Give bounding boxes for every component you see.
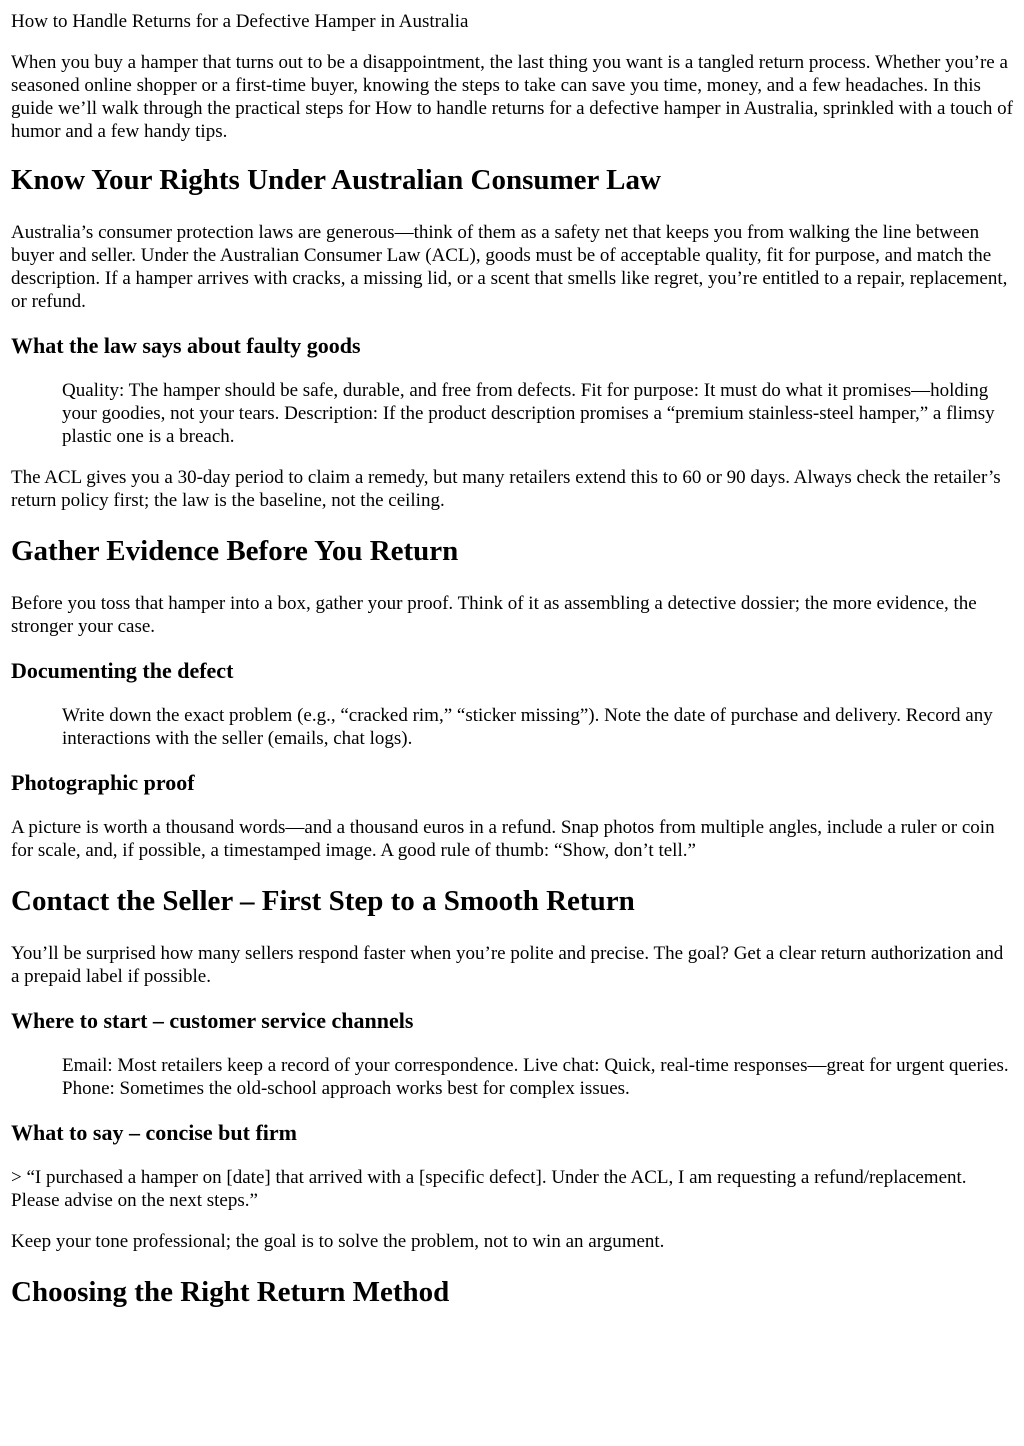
script-paragraph: > “I purchased a hamper on [date] that arrived with a [specific defect]. Under the ACL, I am requesting a refund/replacement. Please advise on the next steps.” — [11, 1167, 967, 1211]
faulty-goods-blockquote: Quality: The hamper should be safe, durable, and free from defects. Fit for purpose: It must do what it promises—holding your goodies, not your tears. Description: If the product description promises a “premium stainless-steel hamper,” a flimsy plastic one is a breach. — [62, 380, 995, 447]
subheading-documenting-defect: Documenting the defect — [11, 658, 234, 683]
section-heading-return-method: Choosing the Right Return Method — [11, 1276, 450, 1308]
subheading-what-to-say: What to say – concise but firm — [11, 1120, 297, 1145]
intro-paragraph: When you buy a hamper that turns out to be a disappointment, the last thing you want is a tangled return process. Whether you’re a seasoned online shopper or a first-time buyer, knowing the steps to take can save you time, money, and a few headaches. In this guide we’ll walk through the practical steps for How to handle returns for a defective hamper in Australia, sprinkled with a touch of humor and a few handy tips. — [11, 52, 1013, 142]
tone-paragraph: Keep your tone professional; the goal is to solve the problem, not to win an argument. — [11, 1231, 665, 1252]
section-heading-contact-seller: Contact the Seller – First Step to a Smooth Return — [11, 885, 635, 917]
section-heading-evidence: Gather Evidence Before You Return — [11, 535, 459, 567]
channels-blockquote: Email: Most retailers keep a record of your correspondence. Live chat: Quick, real-time responses—great for urgent queries. Phone: Sometimes the old-school approach works best for complex issues. — [62, 1055, 1009, 1099]
evidence-paragraph: Before you toss that hamper into a box, gather your proof. Think of it as assembling a detective dossier; the more evidence, the stronger your case. — [11, 593, 977, 637]
documenting-blockquote: Write down the exact problem (e.g., “cracked rim,” “sticker missing”). Note the date of purchase and delivery. Record any interactions with the seller (emails, chat logs). — [62, 705, 993, 749]
section-heading-rights: Know Your Rights Under Australian Consumer Law — [11, 164, 661, 196]
acl-period-paragraph: The ACL gives you a 30-day period to claim a remedy, but many retailers extend this to 60 or 90 days. Always check the retailer’s return policy first; the law is the baseline, not the ceiling. — [11, 467, 1001, 511]
rights-paragraph: Australia’s consumer protection laws are generous—think of them as a safety net that keeps you from walking the line between buyer and seller. Under the Australian Consumer Law (ACL), goods must be of acceptable quality, fit for purpose, and match the description. If a hamper arrives with cracks, a missing lid, or a scent that smells like regret, you’re entitled to a repair, replacement, or refund. — [11, 222, 1008, 312]
subheading-photographic-proof: Photographic proof — [11, 770, 195, 795]
subheading-faulty-goods: What the law says about faulty goods — [11, 333, 361, 358]
contact-paragraph: You’ll be surprised how many sellers respond faster when you’re polite and precise. The goal? Get a clear return authorization and a prepaid label if possible. — [11, 943, 1004, 987]
photographic-paragraph: A picture is worth a thousand words—and a thousand euros in a refund. Snap photos from multiple angles, include a ruler or coin for scale, and, if possible, a timestamped image. A good rule of thumb: “Show, don’t tell.” — [11, 817, 995, 861]
page-title: How to Handle Returns for a Defective Hamper in Australia — [11, 11, 469, 32]
subheading-service-channels: Where to start – customer service channels — [11, 1008, 414, 1033]
